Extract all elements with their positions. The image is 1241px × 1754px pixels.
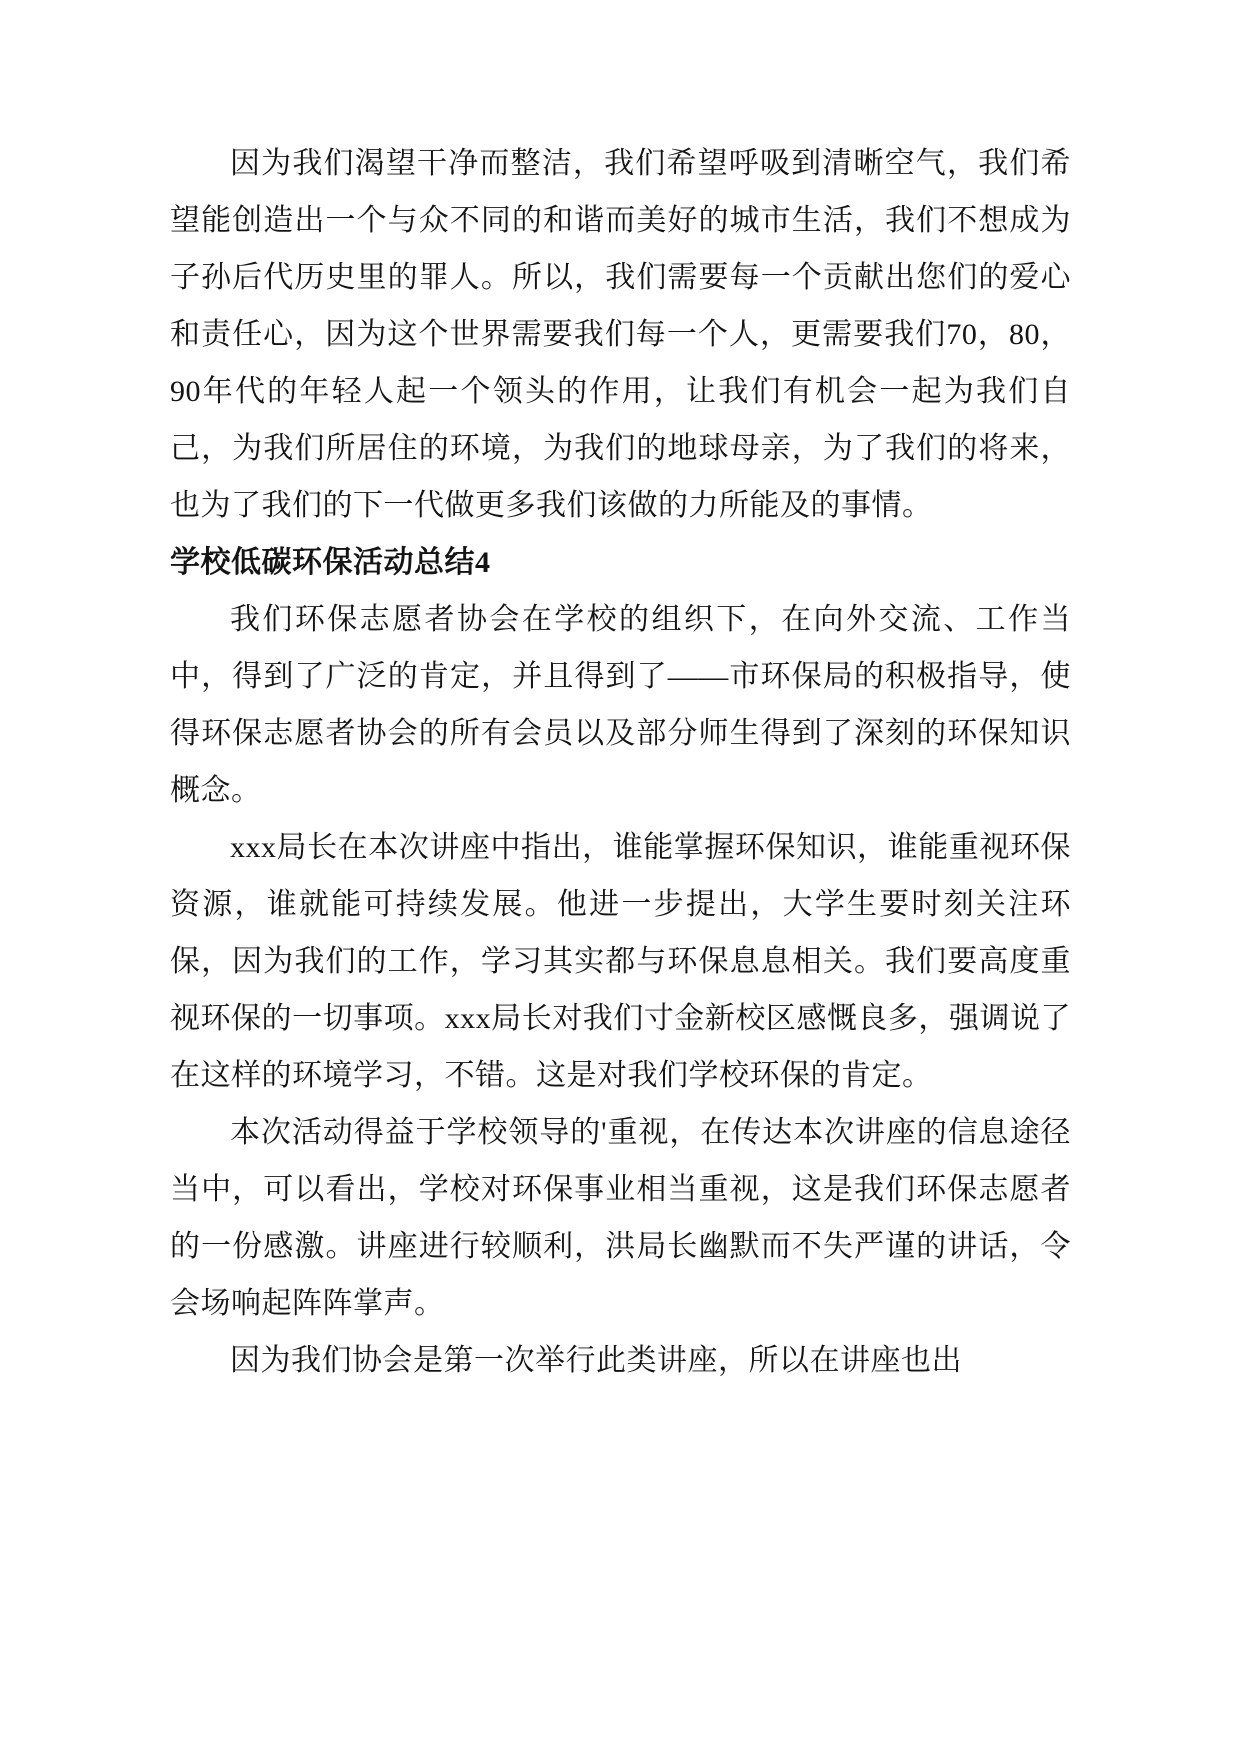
section-heading: 学校低碳环保活动总结4 [170, 546, 491, 579]
document-body [170, 135, 1071, 1389]
paragraph-3: xxx局长在本次讲座中指出，谁能掌握环保知识，谁能重视环保资源，谁就能可持续发展。他进一步提出，大学生要时刻关注环保，因为我们的工作，学习其实都与环保息息相关。我们要高度重视环保的一切事项。xxx局长对我们寸金新校区感慨良多，强调说了在这样的环境学习，不错。这是对我们学校环保的肯定。 [170, 831, 1071, 1092]
paragraph-2: 我们环保志愿者协会在学校的组织下，在向外交流、工作当中，得到了广泛的肯定，并且得到了——市环保局的积极指导，使得环保志愿者协会的所有会员以及部分师生得到了深刻的环保知识概念。 [170, 603, 1071, 807]
paragraph-5: 因为我们协会是第一次举行此类讲座，所以在讲座也出 [230, 1344, 962, 1377]
paragraph-1: 因为我们渴望干净而整洁，我们希望呼吸到清晰空气，我们希望能创造出一个与众不同的和谐而美好的城市生活，我们不想成为子孙后代历史里的罪人。所以，我们需要每一个贡献出您们的爱心和责任心，因为这个世界需要我们每一个人，更需要我们70，80，90年代的年轻人起一个领头的作用，让我们有机会一起为我们自己，为我们所居住的环境，为我们的地球母亲，为了我们的将来，也为了我们的下一代做更多我们该做的力所能及的事情。 [170, 147, 1071, 522]
paragraph-4: 本次活动得益于学校领导的'重视，在传达本次讲座的信息途径当中，可以看出，学校对环保事业相当重视，这是我们环保志愿者的一份感激。讲座进行较顺利，洪局长幽默而不失严谨的讲话，令会场响起阵阵掌声。 [170, 1116, 1071, 1320]
